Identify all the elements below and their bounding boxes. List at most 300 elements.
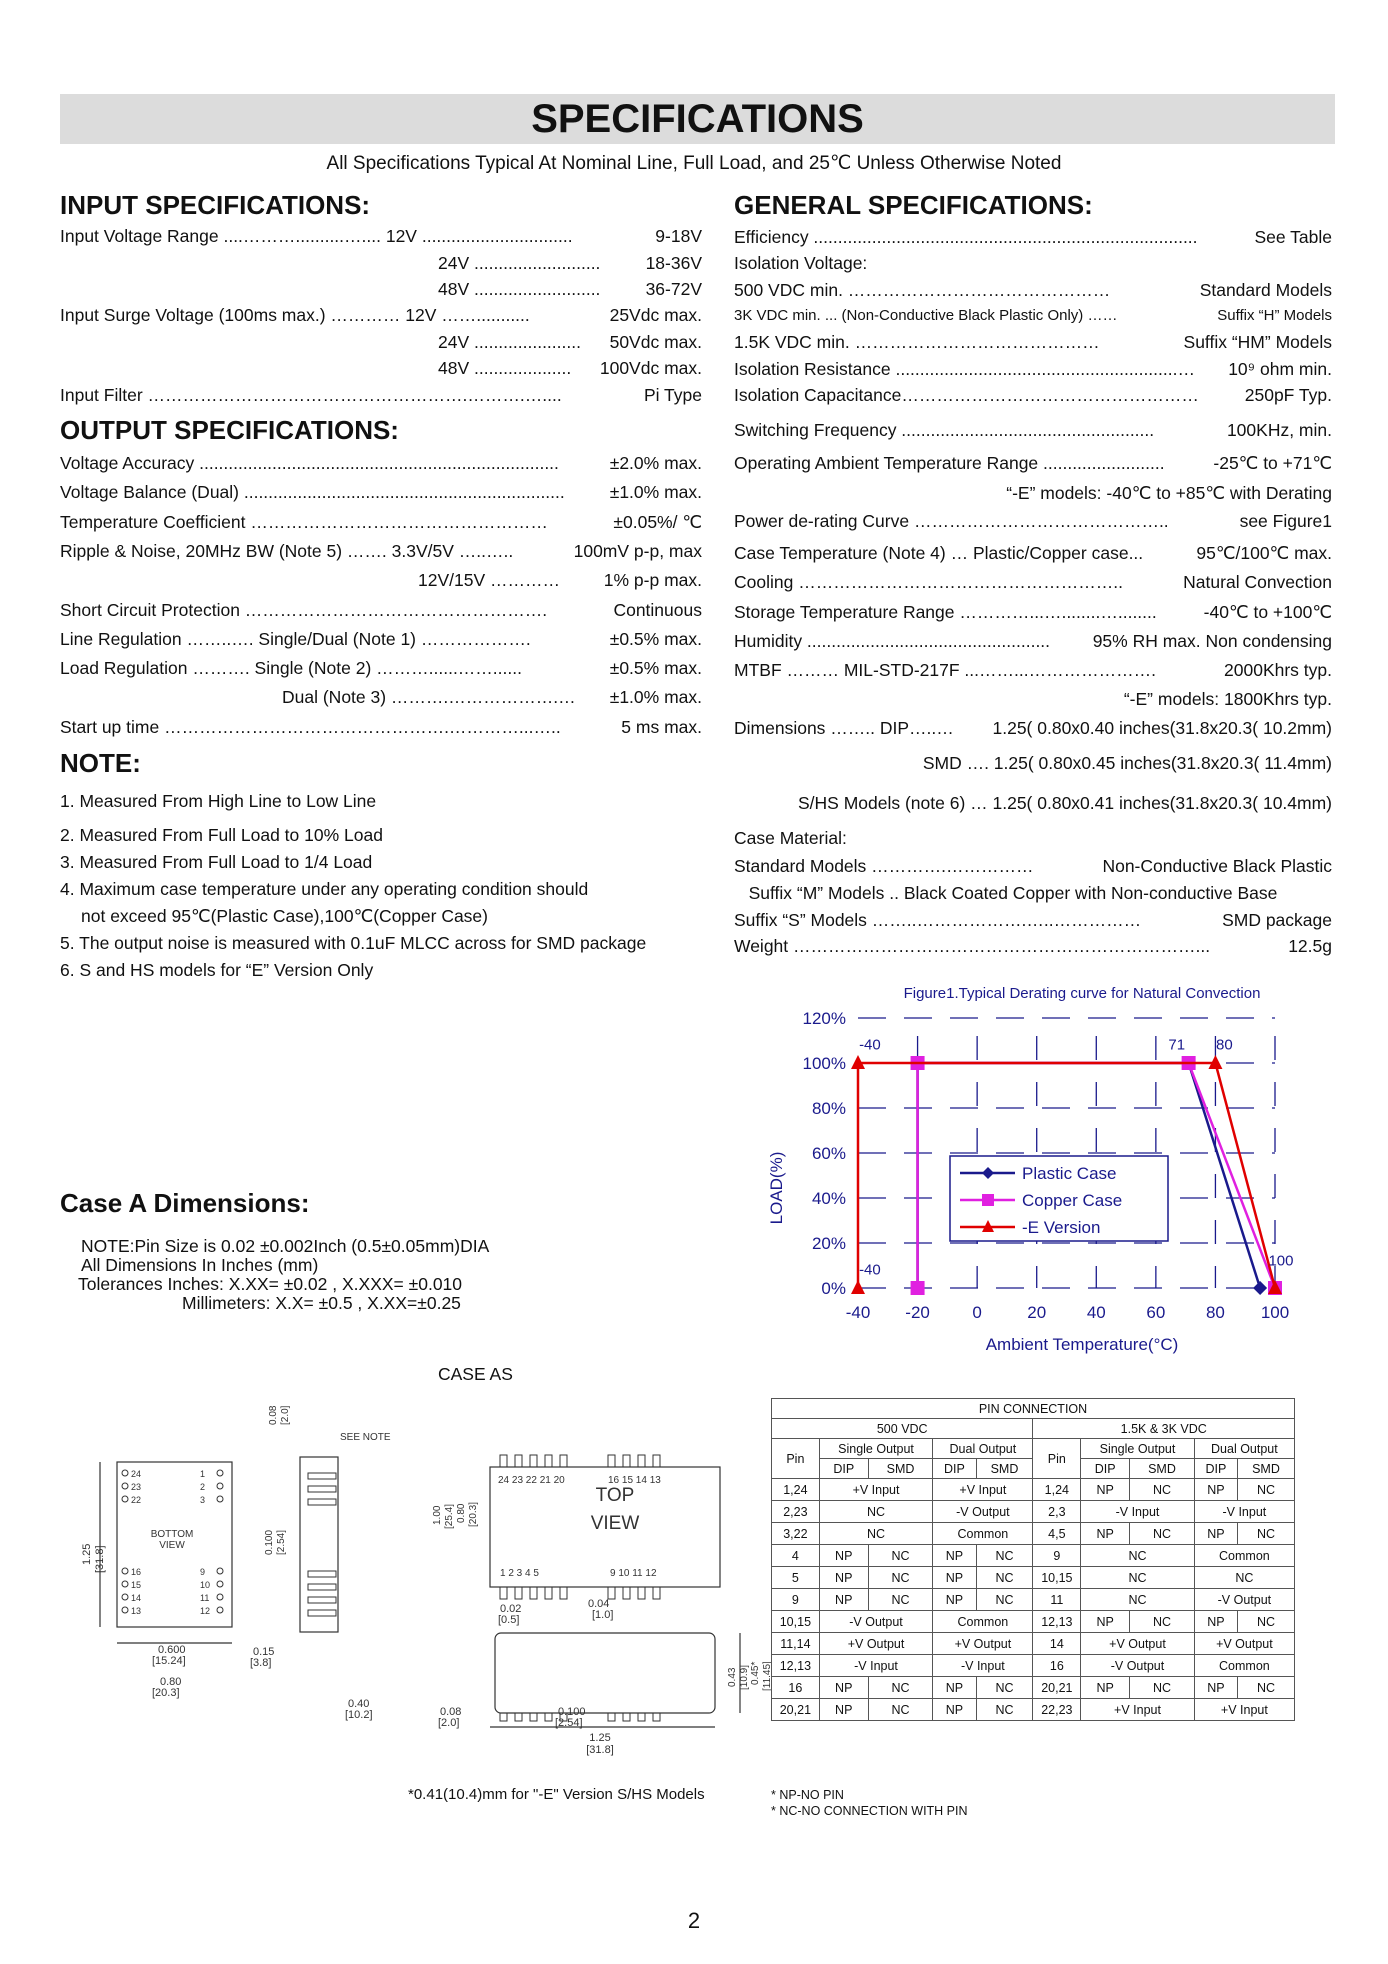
output-heading: OUTPUT SPECIFICATIONS:	[60, 415, 399, 445]
spec-label: 1.5K VDC min. ……………………………………	[734, 332, 1100, 352]
pin-circle	[217, 1607, 223, 1613]
pin-circle	[217, 1483, 223, 1489]
dim-008b: 0.08	[440, 1706, 462, 1718]
pin-cell: NP	[819, 1567, 868, 1589]
case-footnote: *0.41(10.4)mm for "-E" Version S/HS Models	[408, 1786, 705, 1803]
pin-col-header: Pin	[772, 1439, 820, 1479]
pin-cell: NC	[1130, 1479, 1195, 1501]
pin-table-group-500: 500 VDC	[772, 1419, 1033, 1439]
legend-label: Plastic Case	[1022, 1164, 1117, 1183]
spec-label: Weight ……………………………………………………………...	[734, 936, 1211, 956]
smd-header: SMD	[1130, 1459, 1195, 1479]
dip-header: DIP	[1194, 1459, 1237, 1479]
side-view-outline	[300, 1457, 338, 1632]
table-row	[772, 1589, 1295, 1611]
pin-cell: -V Input	[933, 1655, 1033, 1677]
spec-value: 36-72V	[645, 279, 702, 299]
spec-value: 10⁹ ohm min.	[1228, 359, 1332, 379]
spec-value: SMD …. 1.25( 0.80x0.45 inches(31.8x20.3( 11.4mm)	[922, 753, 1332, 773]
spec-value: 95% RH max. Non condensing	[1092, 631, 1332, 651]
top-view-label: TOP	[595, 1485, 635, 1506]
pin-table-title: PIN CONNECTION	[772, 1399, 1295, 1419]
note-heading: NOTE:	[60, 748, 141, 778]
pin-cell: 20,21	[1033, 1677, 1081, 1699]
spec-label: Operating Ambient Temperature Range .........................	[734, 453, 1165, 473]
spec-value: Standard Models	[1199, 280, 1332, 300]
pin-cell: +V Output	[933, 1633, 1033, 1655]
pin-cell: NP	[1194, 1611, 1237, 1633]
spec-value: Non-Conductive Black Plastic	[1102, 856, 1332, 876]
pin-cell: NP	[1081, 1677, 1130, 1699]
table-row	[772, 1611, 1295, 1633]
y-tick-label: 100%	[802, 1054, 846, 1073]
spec-value: 18-36V	[645, 253, 702, 273]
spec-label: Voltage Accuracy ..........................................................................	[60, 453, 559, 473]
dim-015mm: [3.8]	[250, 1657, 272, 1669]
pin-circle	[217, 1594, 223, 1600]
pin-footnote-2: * NC-NO CONNECTION WITH PIN	[771, 1804, 968, 1818]
top-pin	[530, 1587, 537, 1599]
dim-045: 0.45*	[750, 1661, 761, 1685]
pin-cell: NP	[819, 1677, 868, 1699]
spec-label: Input Filter ……………………………………………….……….…....	[60, 385, 562, 405]
spec-label: Line Regulation ……..…. Single/Dual (Note 1) ……………….	[60, 629, 531, 649]
spec-label: MTBF ……… MIL-STD-217F ...……...………………….	[734, 660, 1156, 680]
pin-cell: NP	[933, 1567, 976, 1589]
top-pin-labels: 24 23 22 21 20	[498, 1475, 565, 1486]
x-tick-label: 100	[1260, 1303, 1290, 1322]
table-row	[772, 1523, 1295, 1545]
note-item: 3. Measured From Full Load to 1/4 Load	[60, 852, 373, 872]
note-item: 4. Maximum case temperature under any operating condition should	[60, 879, 589, 899]
single-output-header: Single Output	[819, 1439, 933, 1459]
top-pin-labels-2: 16 15 14 13	[608, 1475, 661, 1486]
pin-cell: 9	[772, 1589, 820, 1611]
top-pin	[500, 1455, 507, 1467]
dual-output-header: Dual Output	[1194, 1439, 1294, 1459]
pin-number: 12	[200, 1606, 211, 1616]
data-point	[851, 1280, 865, 1294]
pin-circle	[217, 1568, 223, 1574]
pin-cell: NC	[1081, 1545, 1195, 1567]
pin-cell: -V Output	[1081, 1655, 1195, 1677]
y-tick-label: 40%	[811, 1189, 846, 1208]
top-pin	[560, 1455, 567, 1467]
pin-circle	[217, 1470, 223, 1476]
spec-label: Power de-rating Curve ……………………………………..	[734, 511, 1169, 531]
smd-header: SMD	[976, 1459, 1033, 1479]
spec-value: 1% p-p max.	[603, 570, 702, 590]
side-view-pins	[308, 1473, 336, 1616]
pin-cell: NC	[976, 1699, 1033, 1721]
top-view-pins	[500, 1455, 660, 1721]
spec-value: “-E” models: 1800Khrs typ.	[1123, 689, 1332, 709]
pin-cell: +V Output	[1194, 1633, 1294, 1655]
table-row	[772, 1699, 1295, 1721]
case-heading: Case A Dimensions:	[60, 1188, 310, 1218]
input-heading: INPUT SPECIFICATIONS:	[60, 190, 371, 220]
dim-0100b: 0.100	[558, 1706, 586, 1718]
spec-value: 5 ms max.	[621, 717, 702, 737]
pin-cell: Common	[1194, 1655, 1294, 1677]
pin-cell: NC	[1237, 1677, 1294, 1699]
pin-cell: NP	[1194, 1523, 1237, 1545]
pin-circle	[217, 1581, 223, 1587]
page-title: SPECIFICATIONS	[60, 94, 1335, 144]
spec-label: Isolation Resistance ..........................................................…	[734, 359, 1195, 379]
end-pin	[530, 1713, 537, 1721]
side-pin	[308, 1610, 336, 1616]
pin-cell: 10,15	[1033, 1567, 1081, 1589]
pin-cell: NC	[1130, 1677, 1195, 1699]
pin-number: 10	[200, 1580, 211, 1590]
chart-annotation: 100	[1268, 1252, 1294, 1270]
legend-label: -E Version	[1022, 1218, 1101, 1237]
table-row	[772, 1677, 1295, 1699]
pin-number: 24	[131, 1469, 142, 1479]
pin-cell: Common	[933, 1611, 1033, 1633]
dim-045mm: [11.45]	[762, 1661, 773, 1691]
pin-cell: NP	[1081, 1611, 1130, 1633]
pin-cell: -V Input	[1081, 1501, 1195, 1523]
pin-cell: NC	[1237, 1611, 1294, 1633]
pin-cell: +V Input	[933, 1479, 1033, 1501]
y-tick-label: 80%	[811, 1099, 846, 1118]
pin-circle	[122, 1568, 128, 1574]
x-tick-label: 80	[1205, 1303, 1225, 1322]
pin-circle	[122, 1607, 128, 1613]
pin-cell: NC	[1237, 1479, 1294, 1501]
spec-label: Switching Frequency ....................................................	[734, 420, 1155, 440]
spec-label: 48V ....................	[438, 358, 572, 378]
case-drawing	[60, 1385, 773, 1775]
top-pin	[653, 1455, 660, 1467]
pin-cell: NC	[976, 1589, 1033, 1611]
y-tick-label: 0%	[821, 1279, 846, 1298]
top-pin	[653, 1587, 660, 1599]
chart-legend	[950, 1156, 1168, 1241]
dip-header: DIP	[1081, 1459, 1130, 1479]
x-tick-label: 40	[1086, 1303, 1106, 1322]
pin-cell: 10,15	[772, 1611, 820, 1633]
pin-cell: NP	[819, 1699, 868, 1721]
top-pin	[608, 1455, 615, 1467]
pin-cell: 11,14	[772, 1633, 820, 1655]
dim-002mm: [0.5]	[498, 1614, 520, 1626]
dim-002: 0.02	[500, 1603, 522, 1615]
spec-label: Input Voltage Range ....………..........….... 12V ...............................	[60, 226, 573, 246]
pin-cell: 2,3	[1033, 1501, 1081, 1523]
pin-cell: Common	[1194, 1545, 1294, 1567]
note-item: 1. Measured From High Line to Low Line	[60, 791, 377, 811]
dim-125: 1.25	[81, 1543, 93, 1565]
top-pin	[545, 1455, 552, 1467]
dim-080mm: [20.3]	[152, 1687, 180, 1699]
side-pin	[308, 1486, 336, 1492]
spec-value: -25℃ to +71℃	[1213, 453, 1332, 473]
spec-label: 24V ..........................	[438, 253, 601, 273]
dim-008mm: [2.0]	[280, 1405, 291, 1425]
pin-number: 11	[200, 1593, 210, 1603]
x-tick-label: -40	[845, 1303, 871, 1322]
y-tick-label: 20%	[811, 1234, 846, 1253]
note-item: not exceed 95℃(Plastic Case),100℃(Copper Case)	[81, 906, 488, 926]
end-pin	[638, 1713, 645, 1721]
dual-output-header: Dual Output	[933, 1439, 1033, 1459]
spec-value: 95℃/100℃ max.	[1196, 543, 1332, 563]
dim-0600: 0.600	[158, 1644, 186, 1656]
derating-chart	[760, 978, 1294, 1354]
y-tick-label: 60%	[811, 1144, 846, 1163]
spec-value: 100Vdc max.	[599, 358, 702, 378]
case-as-label: CASE AS	[438, 1364, 513, 1384]
pin-circle	[122, 1470, 128, 1476]
spec-label: Efficiency ...............................................................................	[734, 227, 1198, 247]
pin-cell: NC	[1081, 1567, 1195, 1589]
spec-value: ±0.05%/ ℃	[613, 512, 702, 532]
pin-cell: NC	[976, 1677, 1033, 1699]
spec-value: See Table	[1254, 227, 1332, 247]
top-pin	[623, 1587, 630, 1599]
spec-value: 100KHz, min.	[1226, 420, 1332, 440]
spec-value: ±0.5% max.	[609, 658, 702, 678]
pin-cell: NP	[933, 1545, 976, 1567]
pin-cell: NC	[868, 1699, 933, 1721]
pin-cell: NC	[1237, 1523, 1294, 1545]
smd-header: SMD	[1237, 1459, 1294, 1479]
dim-080: 0.80	[160, 1676, 182, 1688]
note-item: 5. The output noise is measured with 0.1uF MLCC across for SMD package	[60, 933, 647, 953]
end-pin	[623, 1713, 630, 1721]
pin-col-header: Pin	[1033, 1439, 1081, 1479]
spec-value: 12.5g	[1288, 936, 1332, 956]
bottom-view-label-2: VIEW	[159, 1540, 185, 1551]
data-point	[911, 1281, 925, 1295]
case-note-3: Tolerances Inches: X.XX= ±0.02 , X.XXX= ±0.010	[78, 1274, 463, 1294]
dip-header: DIP	[819, 1459, 868, 1479]
dim-100: 1.00	[432, 1505, 443, 1525]
pin-circle	[217, 1496, 223, 1502]
dim-043mm: [10.9]	[739, 1664, 750, 1690]
top-pin	[515, 1587, 522, 1599]
case-note-2: All Dimensions In Inches (mm)	[81, 1255, 319, 1275]
pin-cell: 16	[1033, 1655, 1081, 1677]
pin-circle	[122, 1594, 128, 1600]
pin-number: 16	[131, 1567, 142, 1577]
pin-cell: -V Input	[1194, 1501, 1294, 1523]
dim-0100: 0.100	[264, 1529, 275, 1555]
pin-cell: 16	[772, 1677, 820, 1699]
pin-cell: +V Output	[1081, 1633, 1195, 1655]
spec-value: ±0.5% max.	[609, 629, 702, 649]
spec-value: Suffix “H” Models	[1217, 307, 1332, 324]
spec-label: Suffix “S” Models ……..……………….…..……………	[734, 910, 1142, 930]
pin-cell: 12,13	[1033, 1611, 1081, 1633]
spec-label: Ripple & Noise, 20MHz BW (Note 5) ……. 3.3V/5V …..…..	[60, 541, 514, 561]
dim-015: 0.15	[253, 1646, 275, 1658]
pin-cell: Common	[933, 1523, 1033, 1545]
pin-cell: +V Input	[1194, 1699, 1294, 1721]
bottom-pin-labels-2: 9 10 11 12	[610, 1568, 657, 1579]
pin-cell: NP	[933, 1589, 976, 1611]
pin-cell: NC	[1130, 1523, 1195, 1545]
pin-circle	[122, 1496, 128, 1502]
table-row	[772, 1479, 1295, 1501]
spec-value: 50Vdc max.	[609, 332, 702, 352]
spec-label: 24V ......................	[438, 332, 581, 352]
pin-number: 9	[200, 1567, 206, 1577]
dim-080vmm: [20.3]	[468, 1501, 479, 1527]
dim-0100mm: [2.54]	[276, 1529, 287, 1555]
pin-cell: +V Output	[819, 1633, 933, 1655]
legend-label: Copper Case	[1022, 1191, 1123, 1210]
pin-cell: 20,21	[772, 1699, 820, 1721]
spec-value: 25Vdc max.	[609, 305, 702, 325]
dim-0100bmm: [2.54]	[555, 1717, 583, 1729]
spec-value: 2000Khrs typ.	[1224, 660, 1332, 680]
general-heading: GENERAL SPECIFICATIONS:	[734, 190, 1093, 220]
top-pin	[545, 1587, 552, 1599]
spec-label: Humidity ..................................................	[734, 631, 1051, 651]
top-view-label-2: VIEW	[590, 1513, 640, 1534]
spec-value: 250pF Typ.	[1244, 385, 1332, 405]
spec-value: ±1.0% max.	[609, 687, 702, 707]
spec-label: Case Temperature (Note 4) … Plastic/Copper case...	[734, 543, 1144, 563]
see-note-label: SEE NOTE	[340, 1432, 391, 1443]
table-row	[772, 1567, 1295, 1589]
bottom-pin-labels: 1 2 3 4 5	[500, 1568, 539, 1579]
case-note-1: NOTE:Pin Size is 0.02 ±0.002Inch (0.5±0.05mm)DIA	[81, 1236, 490, 1256]
pin-cell: 1,24	[1033, 1479, 1081, 1501]
spec-label: Isolation Capacitance……………………………………………	[734, 385, 1199, 405]
pin-cell: NC	[868, 1545, 933, 1567]
top-pin	[530, 1455, 537, 1467]
chart-annotation: -40	[859, 1261, 881, 1279]
spec-value: 100mV p-p, max	[573, 541, 702, 561]
pin-footnote-1: * NP-NO PIN	[771, 1788, 844, 1802]
pin-cell: NC	[1081, 1589, 1195, 1611]
chart-title: Figure1.Typical Derating curve for Natural Convection	[903, 985, 1261, 1002]
side-pin	[308, 1473, 336, 1479]
pin-cell: NP	[933, 1677, 976, 1699]
top-pin	[623, 1455, 630, 1467]
pin-cell: NP	[933, 1699, 976, 1721]
spec-value: S/HS Models (note 6) … 1.25( 0.80x0.41 inches(31.8x20.3( 10.4mm)	[797, 793, 1332, 813]
pin-cell: -V Output	[819, 1611, 933, 1633]
bottom-view-label: BOTTOM	[150, 1529, 194, 1540]
dim-0600mm: [15.24]	[152, 1655, 186, 1667]
spec-value: “-E” models: -40℃ to +85℃ with Derating	[1006, 483, 1332, 503]
end-pin	[653, 1713, 660, 1721]
spec-label: 500 VDC min. ………………………………………	[734, 280, 1111, 300]
spec-value: SMD package	[1222, 910, 1332, 930]
chart-annotation: -40	[859, 1036, 881, 1054]
pin-cell: 4,5	[1033, 1523, 1081, 1545]
pin-cell: -V Output	[933, 1501, 1033, 1523]
pin-number: 15	[131, 1580, 142, 1590]
pin-cell: +V Input	[1081, 1699, 1195, 1721]
spec-value: 9-18V	[655, 226, 702, 246]
dim-080v: 0.80	[456, 1503, 467, 1523]
dip-header: DIP	[933, 1459, 976, 1479]
spec-label: 12V/15V …………	[418, 570, 560, 590]
pin-cell: NC	[819, 1501, 933, 1523]
pin-cell: NP	[1194, 1479, 1237, 1501]
pin-cell: 3,22	[772, 1523, 820, 1545]
dim-040mm: [10.2]	[345, 1709, 373, 1721]
table-row	[772, 1501, 1295, 1523]
pin-table-group-15k: 1.5K & 3K VDC	[1033, 1419, 1295, 1439]
pin-cell: NC	[819, 1523, 933, 1545]
pin-cell: NP	[819, 1589, 868, 1611]
dim-043: 0.43	[727, 1667, 738, 1687]
table-row	[772, 1633, 1295, 1655]
pin-cell: 4	[772, 1545, 820, 1567]
page-number: 2	[687, 1908, 701, 1933]
y-tick-label: 120%	[802, 1009, 846, 1028]
chart-x-label: Ambient Temperature(°C)	[985, 1335, 1179, 1354]
pin-cell: -V Input	[819, 1655, 933, 1677]
pin-cell: NP	[819, 1545, 868, 1567]
top-pin	[560, 1587, 567, 1599]
pin-connection-table	[771, 1398, 1295, 1721]
x-tick-label: 60	[1146, 1303, 1166, 1322]
legend-marker	[982, 1194, 994, 1206]
table-row	[772, 1545, 1295, 1567]
end-pin	[608, 1713, 615, 1721]
top-pin	[515, 1455, 522, 1467]
pin-cell: 1,24	[772, 1479, 820, 1501]
spec-label: Input Surge Voltage (100ms max.) ………… 12V ……...........	[60, 305, 530, 325]
pin-number: 1	[200, 1469, 206, 1479]
top-pin	[500, 1587, 507, 1599]
spec-value: -40℃ to +100℃	[1203, 602, 1332, 622]
spec-label: Case Material:	[734, 828, 847, 848]
note-item: 2. Measured From Full Load to 10% Load	[60, 825, 383, 845]
pin-cell: NP	[1194, 1677, 1237, 1699]
spec-label: Dual (Note 3) ……….……………….…	[282, 687, 576, 707]
spec-value: Natural Convection	[1183, 572, 1332, 592]
pin-cell: 11	[1033, 1589, 1081, 1611]
note-item: 6. S and HS models for “E” Version Only	[60, 960, 374, 980]
x-tick-label: 20	[1027, 1303, 1047, 1322]
end-pin	[515, 1713, 522, 1721]
pin-cell: NC	[1194, 1567, 1294, 1589]
dim-125bmm: [31.8]	[586, 1744, 614, 1756]
spec-label: 48V ..........................	[438, 279, 601, 299]
spec-label: Storage Temperature Range …………...…........…........	[734, 602, 1157, 622]
single-output-header: Single Output	[1081, 1439, 1195, 1459]
pin-cell: NC	[868, 1567, 933, 1589]
dim-008bmm: [2.0]	[438, 1717, 460, 1729]
spec-label: Cooling ………………………………………………..	[734, 572, 1123, 592]
side-pin	[308, 1571, 336, 1577]
dim-125mm: [31.8]	[94, 1545, 106, 1573]
spec-label: Voltage Balance (Dual) ..................................................................	[60, 482, 565, 502]
pin-cell: NC	[868, 1589, 933, 1611]
spec-label: 3K VDC min. ... (Non-Conductive Black Plastic Only) ……	[734, 307, 1118, 324]
spec-label: Suffix “M” Models .. Black Coated Copper with Non-conductive Base	[734, 883, 1278, 903]
dim-008: 0.08	[268, 1405, 279, 1425]
pin-number: 13	[131, 1606, 142, 1616]
pin-number: 22	[131, 1495, 142, 1505]
pin-number: 3	[200, 1495, 206, 1505]
pin-cell: 22,23	[1033, 1699, 1081, 1721]
pin-cell: NC	[1130, 1611, 1195, 1633]
chart-y-label: LOAD(%)	[767, 1151, 786, 1225]
page-subtitle: All Specifications Typical At Nominal Line, Full Load, and 25℃ Unless Otherwise Noted	[326, 153, 1062, 174]
pin-cell: NC	[976, 1567, 1033, 1589]
